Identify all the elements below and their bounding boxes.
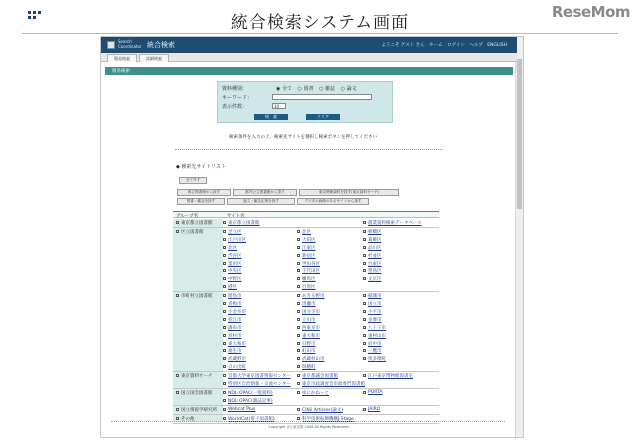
group-checkbox[interactable]: [176, 230, 179, 233]
site-checkbox[interactable]: [297, 417, 300, 420]
site-link[interactable]: 科学技術振興機構J-Stage: [302, 416, 354, 422]
site-link[interactable]: WorldCat(電子図書館): [228, 416, 275, 422]
site-link[interactable]: 墨田区: [228, 261, 242, 267]
site-checkbox[interactable]: [297, 365, 300, 368]
site-checkbox[interactable]: [363, 230, 366, 233]
section-header: [105, 67, 513, 75]
site-link[interactable]: 中野区: [228, 277, 242, 283]
site-link[interactable]: 農業資料検索データベース: [368, 221, 422, 226]
site-checkbox[interactable]: [363, 262, 366, 265]
site-checkbox[interactable]: [363, 357, 366, 360]
group-checkbox[interactable]: [176, 374, 179, 377]
footer-copyright: Copyright (C) 東京都 2008 All Rights Reserved.: [268, 425, 350, 429]
site-link[interactable]: 日野市: [302, 341, 316, 347]
group-label: その他: [181, 416, 195, 422]
site-link[interactable]: 福生市: [228, 349, 242, 355]
material-type-label: 資料種別：: [222, 86, 248, 92]
site-checkbox[interactable]: [363, 302, 366, 305]
site-checkbox[interactable]: [223, 318, 226, 321]
app-header: [101, 37, 517, 53]
site-checkbox[interactable]: [297, 294, 300, 297]
site-link[interactable]: 足立区: [228, 229, 242, 235]
site-link[interactable]: 東村山市: [368, 333, 386, 339]
group-checkbox[interactable]: [176, 391, 179, 394]
site-checkbox[interactable]: [223, 391, 226, 394]
site-link[interactable]: 港区: [228, 285, 237, 291]
site-checkbox[interactable]: [223, 408, 226, 411]
site-link[interactable]: 品川区: [368, 245, 382, 251]
site-checkbox[interactable]: [363, 391, 366, 394]
site-checkbox[interactable]: [223, 326, 226, 329]
site-checkbox[interactable]: [223, 365, 226, 368]
group-column-cell: [173, 228, 223, 291]
english-link[interactable]: ENGLISH: [487, 43, 507, 48]
site-link[interactable]: 中央区: [228, 269, 242, 275]
group-label: 東京資料サーチ: [181, 374, 213, 380]
deselect-all-button[interactable]: 全て外す: [179, 177, 207, 184]
site-link[interactable]: 清瀬市: [302, 302, 316, 307]
site-link[interactable]: 東大和市: [302, 333, 320, 339]
site-link[interactable]: 台東区: [368, 261, 382, 267]
site-checkbox[interactable]: [363, 334, 366, 337]
site-link[interactable]: NDL-OPAC(一般資料): [228, 390, 273, 396]
site-link[interactable]: 首都大学東京図書情報センター: [228, 374, 291, 380]
site-link[interactable]: 八王子市: [368, 325, 386, 331]
site-checkbox[interactable]: [297, 254, 300, 257]
site-checkbox[interactable]: [297, 391, 300, 394]
site-link[interactable]: 杉並区: [368, 253, 382, 259]
welcome-text: ようこそ ゲスト さん: [381, 43, 425, 48]
site-checkbox[interactable]: [223, 238, 226, 241]
site-link[interactable]: 国分寺市: [302, 309, 320, 315]
site-checkbox[interactable]: [297, 269, 300, 272]
site-checkbox[interactable]: [223, 246, 226, 249]
radio-all[interactable]: ◉ 全て: [276, 86, 292, 92]
site-link[interactable]: 立川市: [302, 317, 316, 323]
site-link[interactable]: 東京市政調査会市政専門図書館: [302, 382, 365, 387]
site-link[interactable]: 多摩市: [368, 317, 382, 323]
radio-journals[interactable]: ○ 雑誌: [319, 86, 336, 92]
site-link[interactable]: 瑞穂町: [302, 365, 316, 371]
site-link[interactable]: 文京区: [368, 277, 382, 283]
site-link[interactable]: 日の出町: [228, 365, 246, 371]
site-checkbox[interactable]: [297, 349, 300, 352]
site-column-header: サイト名: [227, 214, 245, 219]
site-link[interactable]: 昭島市: [228, 294, 242, 300]
site-link[interactable]: 青梅市: [228, 302, 242, 307]
footer-divider: [111, 421, 505, 422]
site-link[interactable]: NDL-OPAC(雑誌記事): [228, 398, 273, 404]
search-system-screenshot: [100, 36, 524, 438]
site-checkbox[interactable]: [297, 357, 300, 360]
keyword-label: キーワード：: [222, 95, 253, 101]
app-logo[interactable]: [107, 39, 175, 51]
site-checkbox[interactable]: [223, 294, 226, 297]
site-link[interactable]: 北区: [228, 245, 237, 251]
site-checkbox[interactable]: [223, 221, 226, 224]
group-label: 市町村立図書館: [181, 294, 213, 300]
site-link[interactable]: 三鷹市: [368, 349, 382, 355]
site-checkbox[interactable]: [297, 382, 300, 385]
site-checkbox[interactable]: [223, 262, 226, 265]
site-checkbox[interactable]: [363, 310, 366, 313]
site-link[interactable]: ゆにかねっと: [302, 390, 329, 396]
search-button[interactable]: 検 索: [254, 114, 288, 120]
group-column-cell: [173, 292, 223, 371]
site-checkbox[interactable]: [363, 269, 366, 272]
section-title: 簡易検索: [112, 69, 130, 74]
site-link[interactable]: 羽村市: [228, 333, 242, 339]
site-checkbox[interactable]: [363, 349, 366, 352]
site-checkbox[interactable]: [297, 408, 300, 411]
group-checkbox[interactable]: [176, 221, 179, 224]
group-checkbox[interactable]: [176, 417, 179, 420]
site-checkbox[interactable]: [223, 417, 226, 420]
site-checkbox[interactable]: [363, 238, 366, 241]
site-checkbox[interactable]: [297, 310, 300, 313]
site-checkbox[interactable]: [223, 310, 226, 313]
logo-name: 統合検索: [147, 41, 175, 49]
site-checkbox[interactable]: [223, 302, 226, 305]
group-label: 国立情報学研究所: [181, 407, 217, 413]
site-checkbox[interactable]: [363, 246, 366, 249]
brand-logo: ReseMom: [551, 3, 630, 21]
search-form-panel: [217, 81, 393, 123]
slide-title: 統合検索システム画面: [230, 13, 410, 33]
tab-advanced-search[interactable]: 詳細検索: [139, 54, 169, 62]
site-checkbox[interactable]: [363, 221, 366, 224]
site-link[interactable]: 特別区自治情報・交流センター: [228, 382, 291, 387]
site-checkbox[interactable]: [297, 277, 300, 280]
site-checkbox[interactable]: [363, 254, 366, 257]
site-checkbox[interactable]: [363, 318, 366, 321]
tab-bar: [101, 53, 517, 62]
home-link[interactable]: ホーム: [429, 43, 443, 48]
site-checkbox[interactable]: [223, 269, 226, 272]
site-link[interactable]: 目黒区: [302, 285, 316, 291]
site-checkbox[interactable]: [297, 230, 300, 233]
radio-books[interactable]: ○ 図書: [297, 86, 314, 92]
site-checkbox[interactable]: [297, 342, 300, 345]
result-count-select[interactable]: 10: [272, 103, 286, 109]
site-checkbox[interactable]: [223, 374, 226, 377]
site-checkbox[interactable]: [223, 357, 226, 360]
site-link[interactable]: 江戸川区: [228, 237, 246, 243]
site-checkbox[interactable]: [363, 408, 366, 411]
site-checkbox[interactable]: [223, 230, 226, 233]
site-link[interactable]: 国立市: [368, 302, 382, 307]
logo-small-text: Search Coordinator: [118, 39, 142, 49]
dotted-divider: [175, 149, 443, 150]
site-checkbox[interactable]: [297, 374, 300, 377]
site-link[interactable]: 豊島区: [368, 269, 382, 275]
site-link[interactable]: 府中市: [368, 341, 382, 347]
site-link[interactable]: 北区: [302, 229, 311, 235]
result-count-label: 表示件数：: [222, 104, 248, 110]
site-checkbox[interactable]: [223, 254, 226, 257]
site-list-title: ◆ 検索先サイトリスト: [176, 164, 226, 170]
material-type-radios: [276, 85, 361, 92]
site-checkbox[interactable]: [363, 374, 366, 377]
site-checkbox[interactable]: [363, 326, 366, 329]
site-checkbox[interactable]: [297, 326, 300, 329]
site-link[interactable]: 西東京市: [302, 325, 320, 331]
site-link[interactable]: 練馬区: [302, 277, 316, 283]
group-column-header: グループ名: [176, 214, 199, 219]
site-link[interactable]: 東京都議会図書館: [302, 374, 338, 380]
site-link[interactable]: 葛飾区: [368, 237, 382, 243]
site-checkbox[interactable]: [297, 334, 300, 337]
vertical-scrollbar[interactable]: [515, 37, 523, 437]
group-label: 東京都立図書館: [181, 221, 213, 226]
filter-metro-library-button[interactable]: 都立図書館から探す: [177, 189, 231, 196]
site-checkbox[interactable]: [223, 342, 226, 345]
site-link[interactable]: あきる野市: [302, 294, 325, 300]
group-label: 区立図書館: [181, 229, 204, 235]
site-checkbox[interactable]: [297, 262, 300, 265]
site-checkbox[interactable]: [223, 285, 226, 288]
site-link[interactable]: 東京都立図書館: [228, 221, 260, 226]
filter-books-button[interactable]: 図書・雑誌を探す: [177, 198, 225, 205]
filter-public-library-button[interactable]: 都内公立図書館から探す: [233, 189, 297, 196]
site-link[interactable]: 新宿区: [302, 253, 316, 259]
site-checkbox[interactable]: [223, 334, 226, 337]
site-link[interactable]: 世田谷区: [302, 261, 320, 267]
clear-button[interactable]: クリア: [306, 114, 340, 120]
site-link[interactable]: 江戸東京博物館図書室: [368, 374, 413, 380]
site-link[interactable]: 千代田区: [302, 269, 320, 275]
filter-digital-images-button[interactable]: デジタル画像のあるサイトから探す: [297, 198, 369, 205]
site-checkbox[interactable]: [223, 277, 226, 280]
site-checkbox[interactable]: [297, 302, 300, 305]
group-separator: [173, 423, 439, 424]
group-checkbox[interactable]: [176, 294, 179, 297]
filter-articles-button[interactable]: 論文・雑誌記事を探す: [227, 198, 295, 205]
site-link[interactable]: 稲城市: [368, 294, 382, 300]
slide-title-divider: [22, 33, 618, 34]
site-checkbox[interactable]: [297, 238, 300, 241]
logo-mark-icon: [107, 41, 115, 49]
group-label: 国立国会図書館: [181, 390, 213, 396]
scrollbar-thumb[interactable]: [517, 59, 522, 209]
radio-papers[interactable]: ○ 論文: [340, 86, 357, 92]
site-link[interactable]: Webcat Plus: [228, 406, 256, 412]
filter-tokyo-materials-button[interactable]: 東京関係資料を探す(東京資料サーチ): [299, 189, 399, 196]
site-link[interactable]: 東大和市: [228, 341, 246, 347]
site-link[interactable]: 大田区: [302, 237, 316, 243]
site-link[interactable]: 板橋区: [368, 229, 382, 235]
site-link[interactable]: 武蔵村山市: [302, 357, 325, 363]
site-link[interactable]: 小金井市: [228, 309, 246, 315]
site-link[interactable]: PORTA: [368, 389, 383, 395]
login-link[interactable]: ログイン: [447, 43, 465, 48]
site-checkbox[interactable]: [223, 349, 226, 352]
tab-simple-search[interactable]: 簡易検索: [107, 54, 137, 62]
site-checkbox[interactable]: [297, 246, 300, 249]
site-link[interactable]: 調布市: [228, 325, 242, 331]
site-checkbox[interactable]: [363, 342, 366, 345]
site-link[interactable]: CiNii Articles(論文): [302, 407, 343, 413]
site-link[interactable]: 狛江市: [228, 317, 242, 323]
site-link[interactable]: 小平市: [368, 309, 382, 315]
site-checkbox[interactable]: [223, 399, 226, 402]
header-links: [379, 42, 508, 48]
site-link[interactable]: 江東区: [302, 245, 316, 251]
site-link[interactable]: 町田市: [302, 349, 316, 355]
site-checkbox[interactable]: [297, 285, 300, 288]
site-checkbox[interactable]: [363, 277, 366, 280]
site-link[interactable]: JAIRO: [368, 406, 381, 412]
search-instructions: 検索条件を入力の上、検索先サイトを選択し検索ボタンを押してください: [229, 135, 378, 140]
site-link[interactable]: 奥多摩町: [368, 357, 386, 363]
keyword-input[interactable]: [272, 94, 372, 100]
site-link[interactable]: 武蔵野市: [228, 357, 246, 363]
site-link[interactable]: 渋谷区: [228, 253, 242, 259]
site-checkbox[interactable]: [297, 318, 300, 321]
group-checkbox[interactable]: [176, 408, 179, 411]
help-link[interactable]: ヘルプ: [469, 43, 483, 48]
site-checkbox[interactable]: [363, 294, 366, 297]
site-list-header: [173, 211, 439, 218]
site-checkbox[interactable]: [223, 382, 226, 385]
